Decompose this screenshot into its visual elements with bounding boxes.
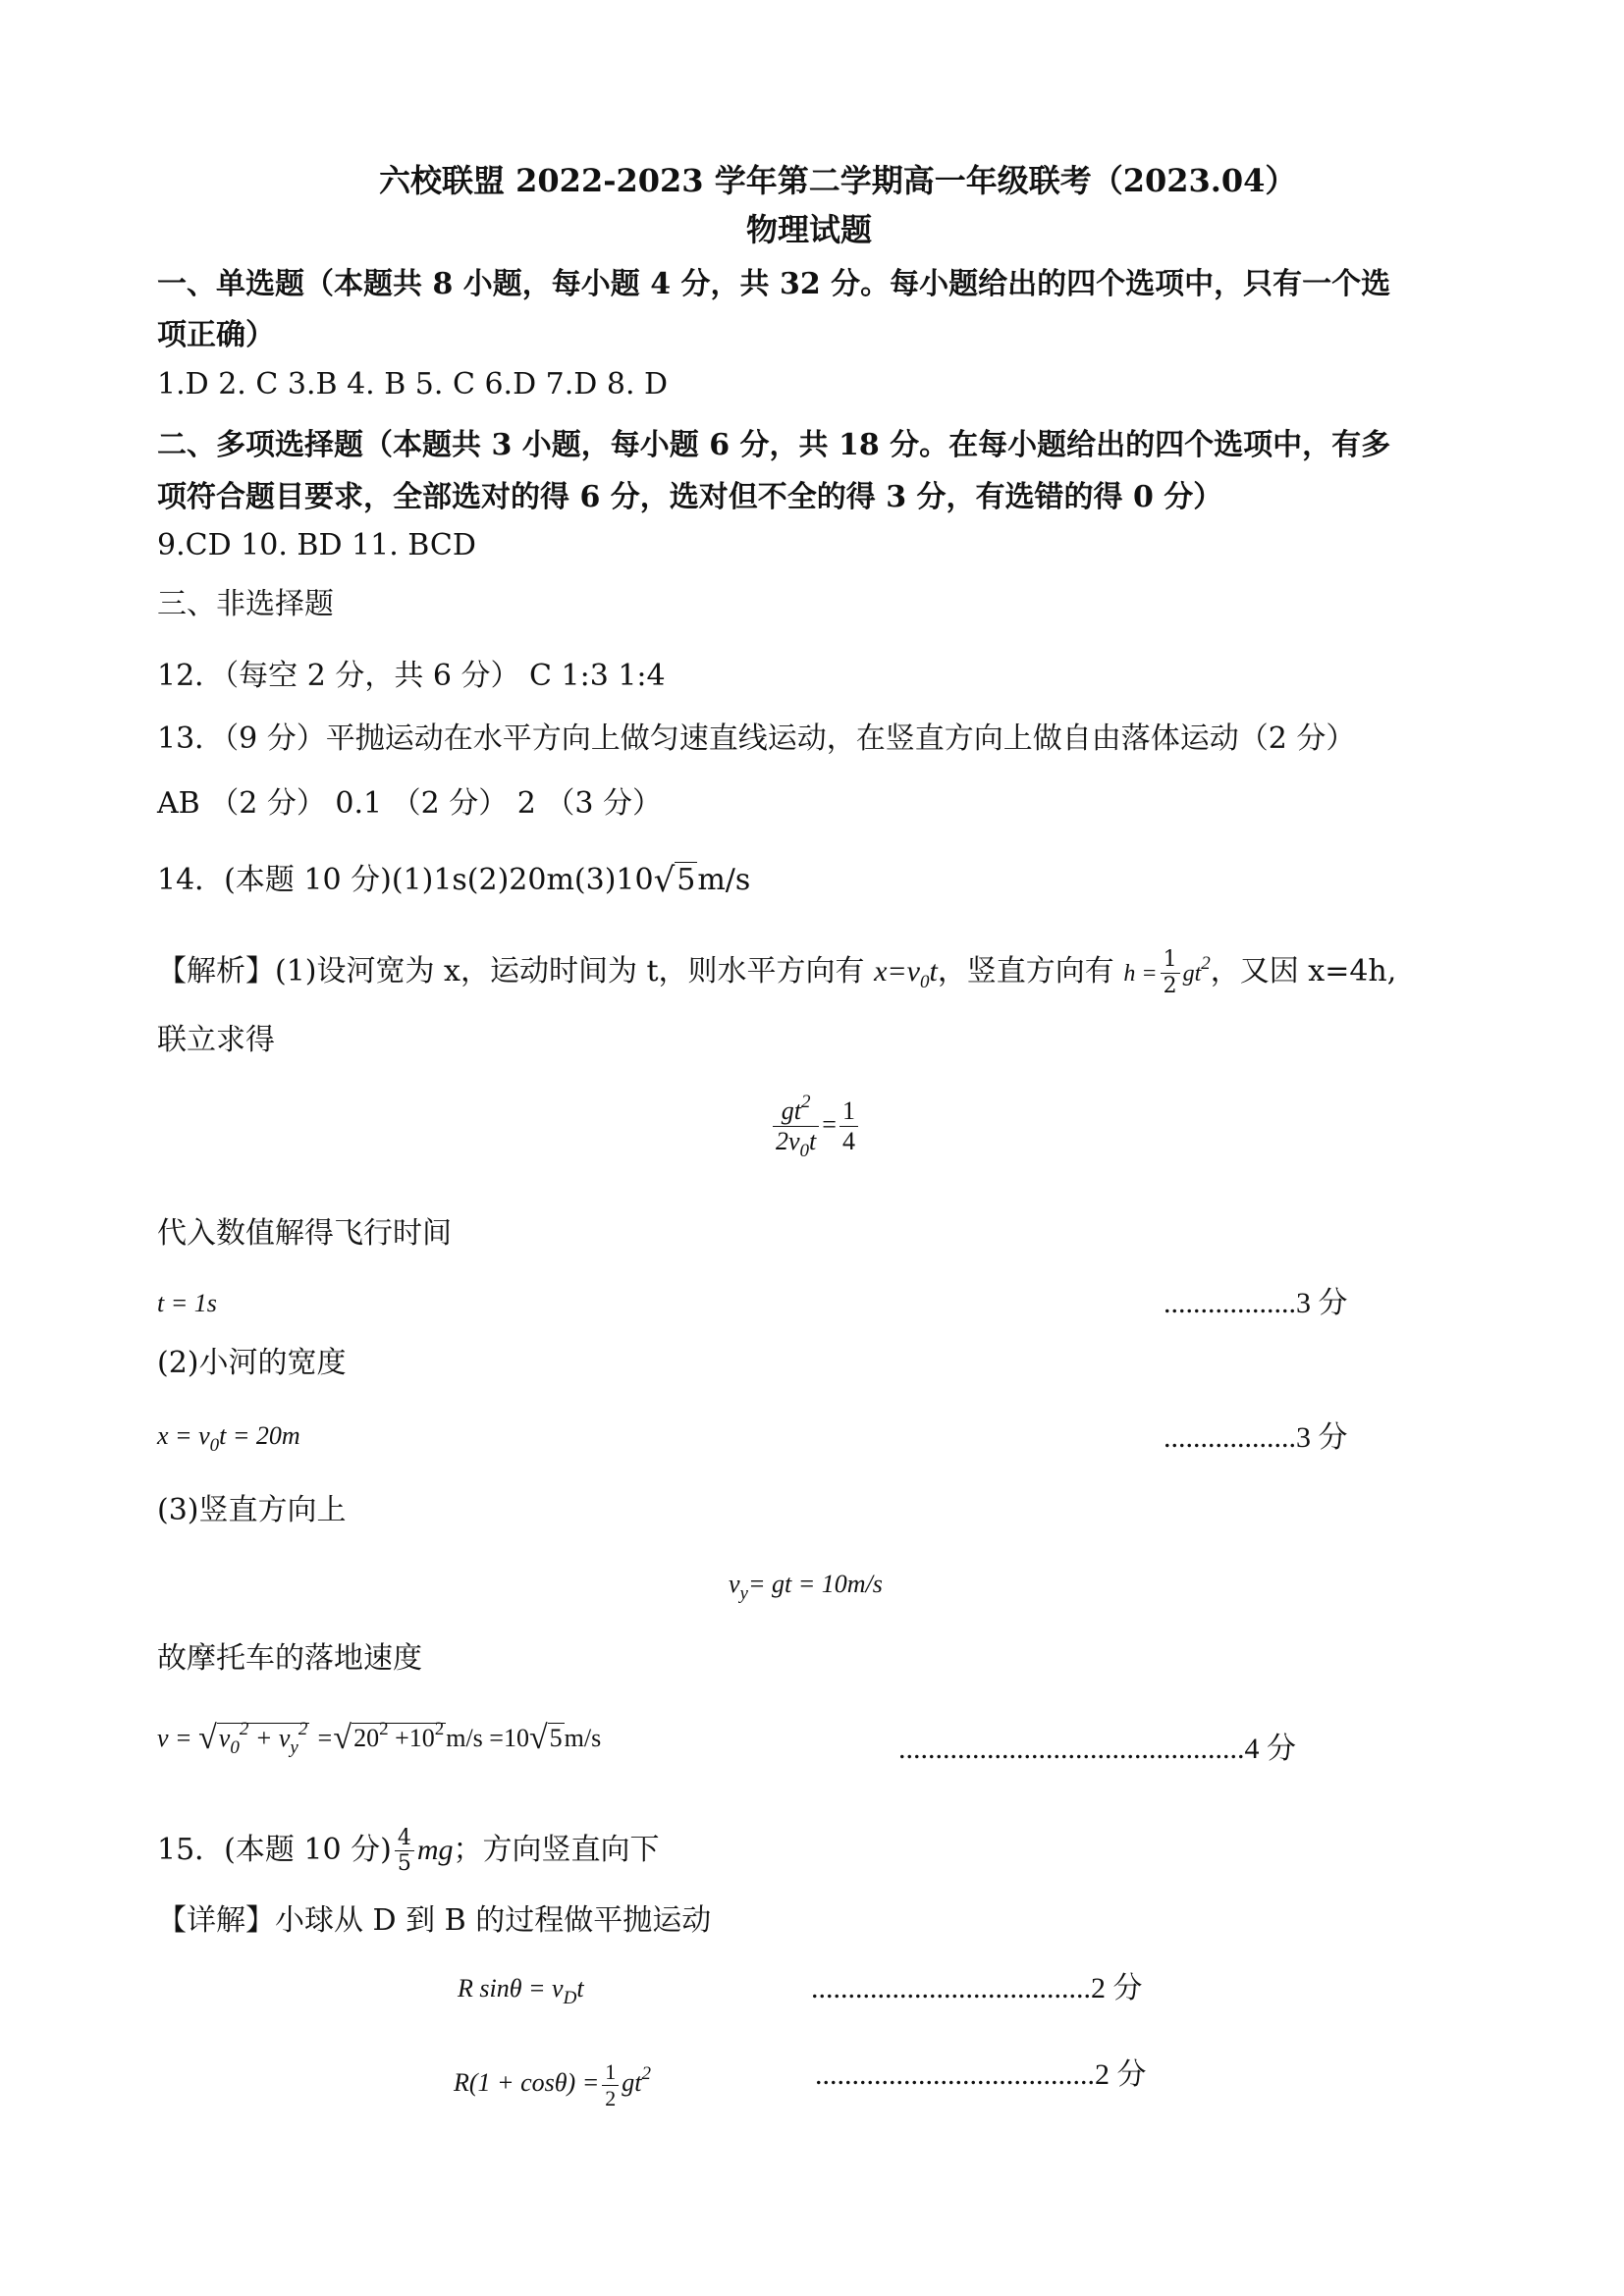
q15-detail: 【详解】小球从 D 到 B 的过程做平抛运动 — [157, 1903, 712, 1938]
section2-heading-line1: 二、多项选择题（本题共 3 小题，每小题 6 分，共 18 分。在每小题给出的四个选项中，有多 — [157, 428, 1391, 462]
q15-equation-1: R $\sin\theta = v_Dt$ — [458, 1974, 584, 2008]
section3-heading: 三、非选择题 — [157, 587, 334, 621]
q14-heading-text: 14．(本题 10 分)(1)1s(2)20m(3)10 — [157, 863, 654, 897]
sqrt-symbol: $√20^2 +10^2$ — [333, 1719, 445, 1756]
half-fraction: $\frac{1}{2}$ — [602, 2059, 619, 2110]
q15-score-1: ......................................2 分 — [811, 1972, 1143, 2004]
section2-heading-line2: 项符合题目要求，全部选对的得 6 分，选对但不全的得 3 分，有选错的得 0 分） — [157, 480, 1223, 514]
q14-width-result: $x = v_0t = 20m$ — [157, 1421, 300, 1456]
q14-speed-result: $v = √v_0^2 + v_y^2 =√20^2 +10^2m/s =10√5m/s$ — [157, 1710, 601, 1768]
sqrt-symbol: $√v_0^2 + v_y^2$ — [198, 1719, 308, 1758]
q14-part3-label: (3)竖直方向上 — [157, 1493, 347, 1527]
four-fifths-fraction: $\frac{4}{5}$ — [395, 1826, 414, 1877]
detail-tag: 【详解】 — [157, 1903, 275, 1938]
q12-answer: 12．（每空 2 分，共 6 分） C 1:3 1:4 — [157, 659, 666, 693]
q15-equation-2: R(1 + cosθ) = $\frac{1}{2}$ $gt^2$ — [454, 2059, 651, 2110]
analysis-tag: 【解析】 — [157, 954, 275, 988]
quarter-fraction: $\frac{1}{4}$ — [839, 1096, 858, 1156]
sqrt-symbol: √5 — [653, 861, 696, 900]
q14-vy-result: $v_y=$ gt = 10m/s — [729, 1570, 883, 1604]
q15-score-2: ......................................2 分 — [815, 2058, 1147, 2091]
q15-heading: 15．(本题 10 分) $\frac{4}{5}$ mg；方向竖直向下 — [157, 1826, 660, 1877]
q13-line1: 13．（9 分）平抛运动在水平方向上做匀速直线运动，在竖直方向上做自由落体运动（2 分） — [157, 721, 1356, 756]
q14-analysis-line1: 【解析】(1)设河宽为 x，运动时间为 t，则水平方向有 $x=v_0t$，竖直方向有 h = $\frac{1}{2}$ $gt^2$，又因 x=4h, — [157, 947, 1397, 998]
section2-answers: 9.CD 10. BD 11. BCD — [157, 528, 476, 562]
section1-answers: 1.D 2. C 3.B 4. B 5. C 6.D 7.D 8. D — [157, 367, 669, 401]
q14-speed-label: 故摩托车的落地速度 — [157, 1641, 422, 1676]
q14-time-label: 代入数值解得飞行时间 — [157, 1216, 452, 1251]
q14-part2-label: (2)小河的宽度 — [157, 1346, 347, 1380]
q14-score-3: ...............................................4 分 — [898, 1733, 1296, 1765]
q13-line2: AB （2 分） 0.1 （2 分） 2 （3 分） — [157, 786, 663, 821]
half-fraction: $\frac{1}{2}$ — [1161, 947, 1180, 998]
section1-heading-line2: 项正确） — [157, 318, 275, 352]
q14-heading: 14．(本题 10 分)(1)1s(2)20m(3)10√5m/s — [157, 861, 751, 900]
q14-score-2: ..................3 分 — [1164, 1421, 1348, 1454]
sqrt-symbol: √5 — [528, 1720, 563, 1756]
exam-title: 六校联盟 2022-2023 学年第二学期高一年级联考（2023.04） — [379, 162, 1297, 199]
ratio-fraction: $\frac{gt^2}{2v_0t}$ — [773, 1092, 819, 1162]
q14-time-result: t = 1s — [157, 1289, 217, 1317]
section1-heading-line1: 一、单选题（本题共 8 小题，每小题 4 分，共 32 分。每小题给出的四个选项中，只有一个选 — [157, 267, 1391, 301]
q14-ratio-equation: $\frac{gt^2}{2v_0t}$ = $\frac{1}{4}$ — [770, 1092, 861, 1162]
exam-subtitle: 物理试题 — [746, 211, 873, 248]
q14-analysis-line2: 联立求得 — [157, 1023, 275, 1057]
q14-score-1: ..................3 分 — [1164, 1287, 1348, 1319]
